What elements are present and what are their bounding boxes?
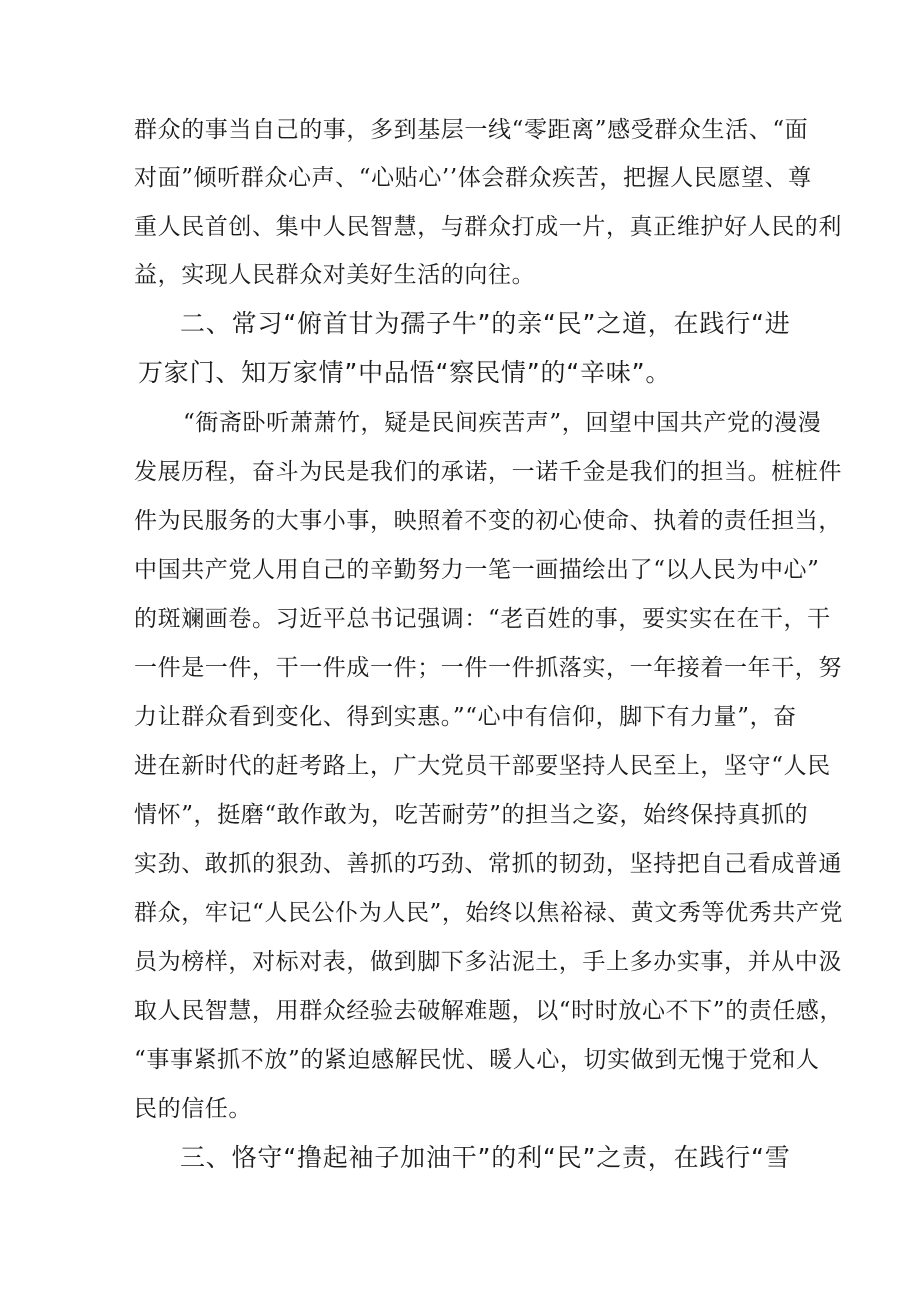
paragraph-line: 民的信任。 (134, 1096, 252, 1122)
paragraph-line: 群众，牢记“人民公仆为人民”，始终以焦裕禄、黄文秀等优秀共产党 (134, 900, 844, 926)
paragraph-line: 员为榜样，对标对表，做到脚下多沾泥土，手上多办实事，并从中汲 (134, 949, 842, 975)
paragraph-line: 力让群众看到变化、得到实惠。”“心中有信仰，脚下有力量”，奋 (134, 704, 797, 730)
paragraph-line: 益，实现人民群众对美好生活的向往。 (134, 262, 536, 288)
paragraph-line: 情怀”，挺磨“敢作敢为，吃苦耐劳”的担当之姿，始终保持真抓的 (134, 802, 809, 828)
heading-line: 万家门、知万家情”中品悟“察民情”的“辛味”。 (138, 358, 672, 387)
heading-line: 三、恪守“撸起袖子加油干”的利“民”之责，在践行“雪 (180, 1143, 791, 1172)
paragraph-line: 一件是一件，干一件成一件；一件一件抓落实，一年接着一年干，努 (134, 655, 842, 681)
paragraph-line: “衙斋卧听萧萧竹，疑是民间疾苦声”，回望中国共产党的漫漫 (183, 410, 822, 436)
paragraph-line: 件为民服务的大事小事，映照着不变的初心使命、执着的责任担当， (134, 508, 842, 534)
paragraph-line: 重人民首创、集中人民智慧，与群众打成一片，真正维护好人民的利 (134, 214, 842, 240)
paragraph-line: 取人民智慧，用群众经验去破解难题，以“时时放心不下”的责任感， (134, 998, 844, 1024)
paragraph-line: 发展历程，奋斗为民是我们的承诺，一诺千金是我们的担当。桩桩件 (134, 459, 842, 485)
paragraph-line: 中国共产党人用自己的辛勤努力一笔一画描绘出了“以人民为中心” (134, 557, 820, 583)
paragraph-line: “事事紧抓不放”的紧迫感解民忧、暖人心，切实做到无愧于党和人 (134, 1047, 820, 1073)
paragraph-line: 的斑斓画卷。习近平总书记强调：“老百姓的事，要实实在在干，干 (134, 606, 831, 632)
heading-line: 二、常习“俯首甘为孺子牛”的亲“民”之道，在践行“进 (180, 309, 791, 338)
paragraph-line: 对面”倾听群众心声、“心贴心’’体会群众疾苦，把握人民愿望、尊 (134, 165, 812, 191)
paragraph-line: 群众的事当自己的事，多到基层一线“零距离”感受群众生活、“面 (134, 117, 809, 143)
paragraph-line: 进在新时代的赶考路上，广大党员干部要坚持人民至上，坚守“人民 (134, 753, 831, 779)
paragraph-line: 实劲、敢抓的狠劲、善抓的巧劲、常抓的韧劲，坚持把自己看成普通 (134, 851, 842, 877)
